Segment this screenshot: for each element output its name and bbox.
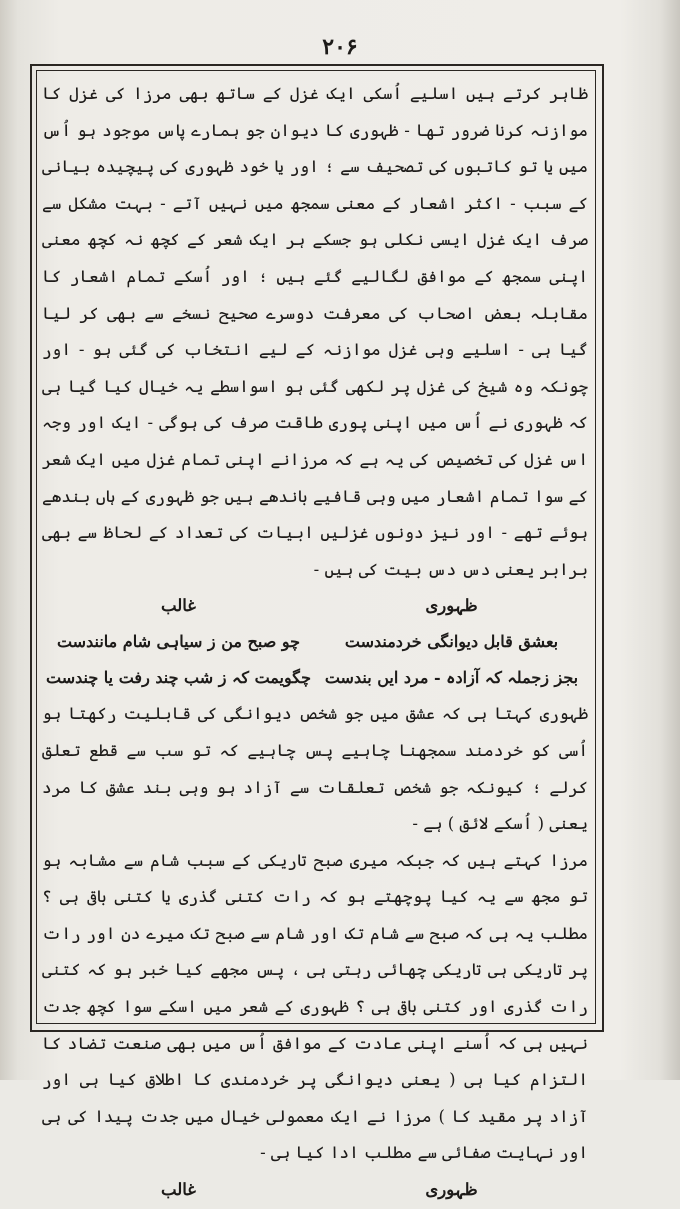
text-line: ( اُسکے لائق ) ہے -	[412, 814, 545, 834]
text-line: رات پر تاریکی ہی تاریکی چھائی رہتی ہی ، پس مجھے کیا خبر ہو کہ کتنی رات گذری اور کتنی باقی ہی ؟ ظہوری	[42, 923, 588, 1017]
paragraph-2	[42, 696, 588, 842]
text-line: کے شعر میں اسکے سوا کچھ جدت نہیں ہی کہ اُسنے اپنی عادت کے موافق اُس میں بھی صنعت تضاد	[42, 997, 588, 1053]
text-line: ظہوری نے اُس میں اپنی پوری طاقت صرف کی ہوگی - ایک اور وجہ اس غزل کی تخصیص کی یہ ہے	[42, 413, 588, 469]
poet-header-zahuri: ظہوری	[425, 596, 478, 616]
text-line: مرزا کہتے ہیں کہ جبکہ میری صبح تاریکی کے سبب شام سے مشابہ ہو تو مجھ سے یہ کیا پوچھتے ہو کہ رات	[42, 850, 588, 907]
text-line: کہ مرزانے اپنی تمام غزل میں ایک شعر کے سوا تمام اشعار میں وہی قافیے باندھے ہیں جو ظہوری	[42, 449, 588, 506]
page-text	[42, 76, 588, 1209]
verse-zahuri-1: بعشق قابل دیوانگی خردمندست	[344, 632, 559, 652]
page-number: ۲۰۶	[322, 34, 358, 60]
text-line: کا مقابلہ بعض اصحاب کی معرفت دوسرے صحیح نسخے سے بھی کر لیا گیا ہی - اسلیے وہی غزل موازنہ	[42, 266, 588, 360]
paragraph-1	[42, 76, 588, 588]
text-line: پیچیدہ بیانی کے سبب - اکثر اشعار کے معنی سمجھ میں نہیں آتے - بہت مشکل سے صرف ایک غزل	[42, 157, 588, 250]
text-line: کے لیے انتخاب کی گئی ہو - اور چونکہ وہ شیخ کی غزل پر لکھی گئی ہو اسواسطے یہ خیال کیا گیا ہی کہ	[42, 340, 588, 433]
footer-header-zahuri: ظہوری	[425, 1180, 478, 1200]
text-line: کتنی گذری یا کتنی باقی ہی ؟ مطلب یہ ہی کہ صبح سے شام تک اور شام سے صبح تک میرے دن اور	[42, 887, 588, 943]
poet-header-ghalib: غالب	[161, 596, 196, 616]
text-line: کے ہاں بندھے ہوئے تھے - اور نیز دونوں غزلیں ابیات کی تعداد کے لحاظ سے بھی برابر یعنی	[42, 486, 588, 579]
footer-header-ghalib: غالب	[161, 1180, 196, 1200]
text-line: ایسی نکلی ہو جسکے ہر ایک شعر کے کچھ نہ کچھ معنی اپنی سمجھ کے موافق لگالیے گئے ہیں ؛ اور اُسکے تمام اشعار	[42, 230, 588, 286]
text-line: ظاہر کرتے ہیں اسلیے اُسکی ایک غزل کے ساتھ بھی مرزا کی غزل کا موازنہ کرنا ضرور تھا - ظہوری	[42, 84, 588, 140]
footer-poet-headers	[42, 1172, 588, 1209]
verse-ghalib-1: چو صبح من ز سیاہی شام مانندست	[56, 632, 301, 652]
text-line: ظہوری کہتا ہی کہ عشق میں جو شخص دیوانگی کی قابلیت رکھتا ہو اُسی کو خردمند سمجھنا چاہیے پس	[42, 704, 589, 760]
text-line: دس دس بیت کی ہیں -	[313, 559, 491, 579]
text-line: خیال میں جدت پیدا کی ہی اور نہایت صفائی سے مطلب ادا کیا ہی -	[42, 1106, 588, 1163]
paragraph-3	[42, 843, 588, 1172]
couplet-comparison	[42, 588, 588, 696]
text-line: کا دیوان جو ہمارے پاس موجود ہو اُس میں یا تو کاتبوں کی تصحیف سے ؛ اور یا خود ظہوری کی	[42, 120, 588, 177]
verse-ghalib-2: چگویمت کہ ز شب چند رفت یا چندست	[46, 668, 311, 688]
verse-zahuri-2: بجز زجملہ کہ آزادہ - مرد ایں بندست	[324, 668, 579, 688]
text-line: کا التزام کیا ہی ( یعنی دیوانگی پر خردمندی کا اطلاق کیا ہی اور آزاد پر مقید کا ) مرزا نے ایک معمولی	[42, 1033, 588, 1126]
text-line: چاہیے کہ تو سب سے قطع تعلق کرلے ؛ کیونکہ جو شخص تعلقات سے آزاد ہو وہی بند عشق کا مرد یعنی	[42, 740, 588, 834]
